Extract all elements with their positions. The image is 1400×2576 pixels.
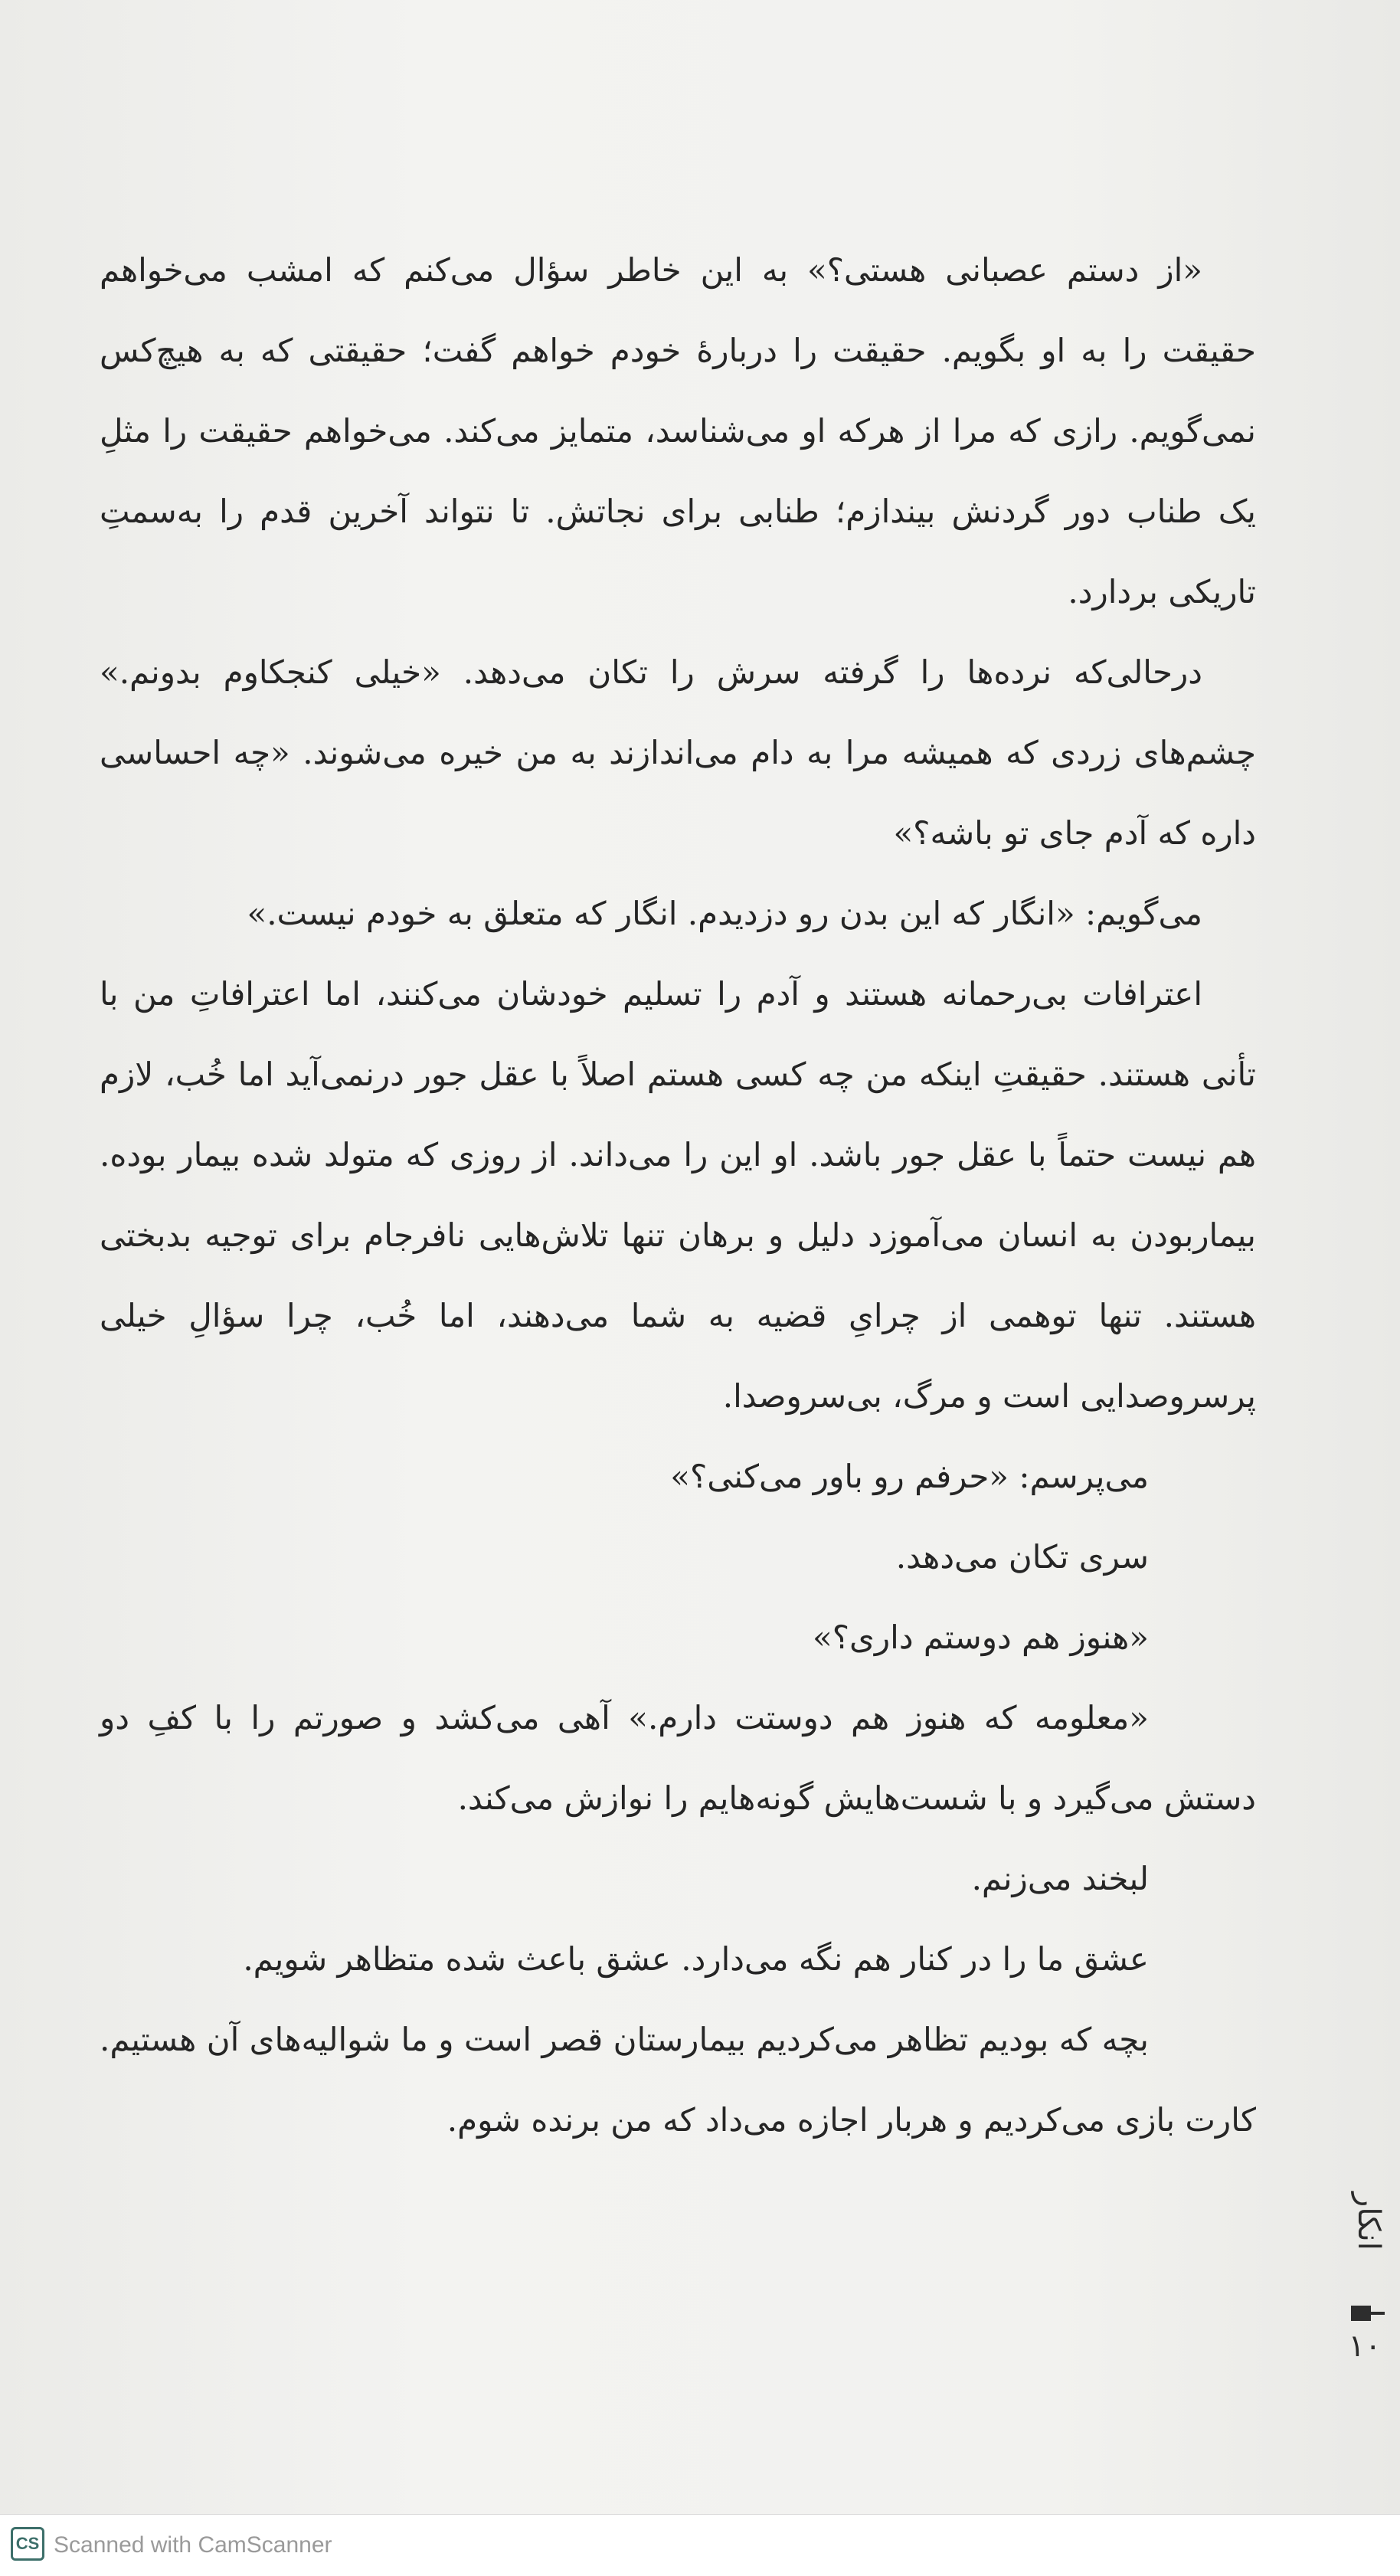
- paragraph-8: «معلومه که هنوز هم دوستت دارم.» آهی می‌کشد و صورتم را با کفِ دو دستش می‌گیرد و با شست‌هایش گونه‌هایم را نوازش می‌کند.: [100, 1699, 1256, 1817]
- paragraph-3: می‌گویم: «انگار که این بدن رو دزدیدم. انگار که متعلق به خودم نیست.»: [247, 895, 1202, 932]
- scanner-watermark: Scanned with CamScanner: [54, 2532, 332, 2558]
- book-title: انکار: [1351, 2192, 1386, 2250]
- header-bar: [1351, 2306, 1371, 2321]
- paragraph-7: «هنوز هم دوستم داری؟»: [813, 1619, 1149, 1656]
- paragraph-9: لبخند می‌زنم.: [971, 1860, 1149, 1897]
- paragraph-2: درحالی‌که نرده‌ها را گرفته سرش را تکان می‌دهد. «خیلی کنجکاوم بدونم.» چشم‌های زردی که همیشه مرا به دام می‌اندازند به من خیره می‌شوند. «چه احساسی داره که آدم جای تو باشه؟»: [100, 653, 1256, 852]
- body-text: [100, 230, 1256, 2160]
- paragraph-5: می‌پرسم: «حرفم رو باور می‌کنی؟»: [670, 1458, 1149, 1495]
- running-header: [1340, 2145, 1386, 2344]
- paragraph-4: اعترافات بی‌رحمانه هستند و آدم را تسلیم خودشان می‌کنند، اما اعترافاتِ من با تأنی هستند. حقیقتِ اینکه من چه کسی هستم اصلاً با عقل جور درنمی‌آید اما خُب، لازم هم نیست حتماً با عقل جور باشد. او این را می‌داند. از روزی که متولد شده بیمار بوده. بیماربودن به انسان می‌آموزد دلیل و برهان تنها تلاش‌هایی نافرجام برای توجیه بدبختی هستند. تنها توهمی از چرایِ قضیه به شما می‌دهند، اما خُب، چرا سؤالِ خیلی پرسروصدایی است و مرگ، بی‌سروصدا.: [100, 975, 1256, 1415]
- header-rule: [1371, 2312, 1385, 2315]
- paragraph-10: عشق ما را در کنار هم نگه می‌دارد. عشق باعث شده متظاهر شویم.: [243, 1940, 1149, 1978]
- camscanner-logo-icon: CS: [11, 2527, 44, 2561]
- paragraph-11: بچه که بودیم تظاهر می‌کردیم بیمارستان قصر است و ما شوالیه‌های آن هستیم. کارت بازی می‌کردیم و هربار اجازه می‌داد که من برنده شوم.: [100, 2021, 1256, 2139]
- paragraph-6: سری تکان می‌دهد.: [895, 1538, 1149, 1576]
- scanner-footer: [0, 2514, 1400, 2576]
- paragraph-1: «از دستم عصبانی هستی؟» به این خاطر سؤال می‌کنم که امشب می‌خواهم حقیقت را به او بگویم. حقیقت را دربارهٔ خودم خواهم گفت؛ حقیقتی که به هیچ‌کس نمی‌گویم. رازی که مرا از هرکه او می‌شناسد، متمایز می‌کند. می‌خواهم حقیقت را مثلِ یک طناب دور گردنش بیندازم؛ طنابی برای نجاتش. تا نتواند آخرین قدم را به‌سمتِ تاریکی بردارد.: [100, 251, 1256, 610]
- page-number: ۱۰: [1348, 2329, 1382, 2364]
